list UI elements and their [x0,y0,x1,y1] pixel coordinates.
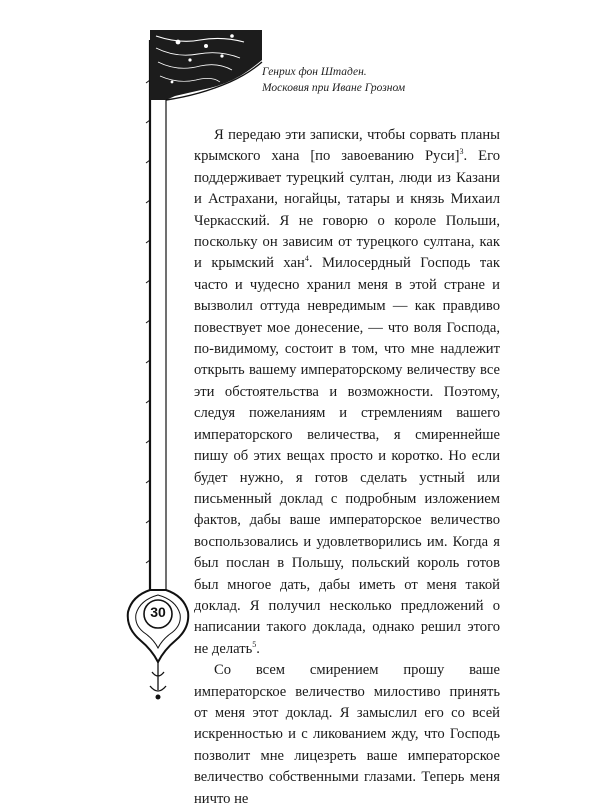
footnote-ref[interactable]: 4 [304,254,309,264]
text-segment: . Его поддерживает турецкий султан, люди из Казани и Астрахани, ногайцы, татары и князь Михаил Черкасский. Я не говорю о короле Польши, поскольку он зависим от турецкого султана, как и крымский хан [194,148,500,272]
page-number: 30 [150,604,166,620]
footnote-ref[interactable]: 5 [252,639,257,649]
footnote-ref[interactable]: 3 [459,147,464,157]
text-segment: Со всем смирением прошу ваше императорское величество милостиво принять от меня этот доклад. Я замыслил его со всей искренностью и с ликованием жду, что Господь позволит мне лицезреть ваше императорское величество собственными глазами. Теперь меня ничто не [194,662,500,807]
text-segment: . Милосердный Господь так часто и чудесно хранил меня в этой стране и вызволил оттуда невредимым — как правдиво повествует мое донесение, — что воля Господа, по-видимому, состоит в том, что мне надлежит открыть вашему императорскому величеству все эти обстоятельства и возможности. Поэтому, следуя пожеланиям и стремлениям вашего императорского величества, я смиреннейше пишу об этих вещах просто и коротко. Но если будет нужно, я готов сделать устный или письменный доклад с подробным изложением фактов, дабы ваше императорское величество воспользовались и удовлетворились им. Когда я был послан в Польшу, польский король готов был многое дать, дабы иметь от меня такой доклад. Я получил несколько предложений о написании такого доклада, однако решил этого не делать [194,255,500,657]
paragraph [194,660,500,810]
header-title: Московия при Иване Грозном [262,82,406,94]
header-author: Генрих фон Штаден. [262,66,367,78]
text-segment: . [256,640,260,657]
paragraph [194,125,500,660]
running-header [262,64,482,96]
text-segment: Я передаю эти записки, чтобы сорвать планы крымского хана [по завоеванию Руси] [194,127,500,165]
body-text [194,125,500,810]
